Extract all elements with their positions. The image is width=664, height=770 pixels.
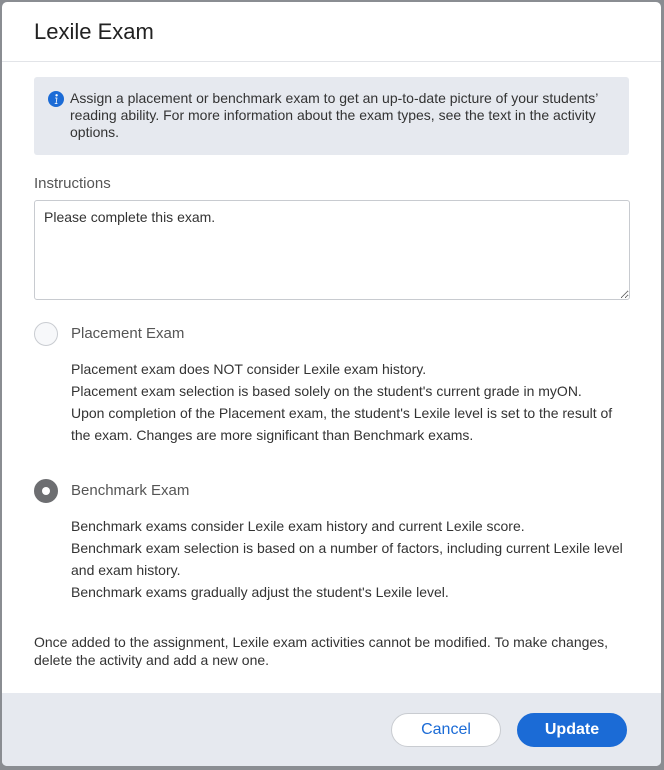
instructions-label: Instructions <box>34 175 111 192</box>
dialog-body <box>34 63 629 669</box>
instructions-textarea[interactable] <box>34 200 630 300</box>
benchmark-exam-description <box>71 515 629 603</box>
placement-desc-line: Upon completion of the Placement exam, the student's Lexile level is set to the result of the exam. Changes are more significant than Benchmark exams. <box>71 405 613 443</box>
update-button[interactable]: Update <box>517 713 627 747</box>
dialog-header <box>2 2 661 62</box>
benchmark-exam-option[interactable] <box>34 479 629 603</box>
placement-desc-line: Placement exam selection is based solely on the student's current grade in myON. <box>71 383 582 399</box>
placement-exam-description <box>71 358 629 446</box>
placement-exam-radio[interactable] <box>34 322 58 346</box>
info-text: Assign a placement or benchmark exam to get an up-to-date picture of your students’ reading ability. For more information about the exam types, see the text in the activity options. <box>70 90 598 140</box>
benchmark-exam-radio[interactable] <box>34 479 58 503</box>
info-icon <box>48 91 64 107</box>
benchmark-exam-title: Benchmark Exam <box>71 482 190 499</box>
placement-desc-line: Placement exam does NOT consider Lexile exam history. <box>71 361 427 377</box>
placement-exam-option[interactable] <box>34 322 629 446</box>
info-banner <box>34 77 629 155</box>
placement-exam-title: Placement Exam <box>71 325 185 342</box>
benchmark-desc-line: Benchmark exam selection is based on a number of factors, including current Lexile level and exam history. <box>71 540 623 578</box>
lexile-exam-dialog <box>2 2 661 766</box>
dialog-footer <box>2 693 661 766</box>
benchmark-desc-line: Benchmark exams gradually adjust the student's Lexile level. <box>71 584 449 600</box>
dialog-title: Lexile Exam <box>34 18 154 44</box>
modification-note: Once added to the assignment, Lexile exam activities cannot be modified. To make changes, delete the activity and add a new one. <box>34 634 609 668</box>
cancel-button[interactable]: Cancel <box>391 713 501 747</box>
benchmark-desc-line: Benchmark exams consider Lexile exam history and current Lexile score. <box>71 518 525 534</box>
